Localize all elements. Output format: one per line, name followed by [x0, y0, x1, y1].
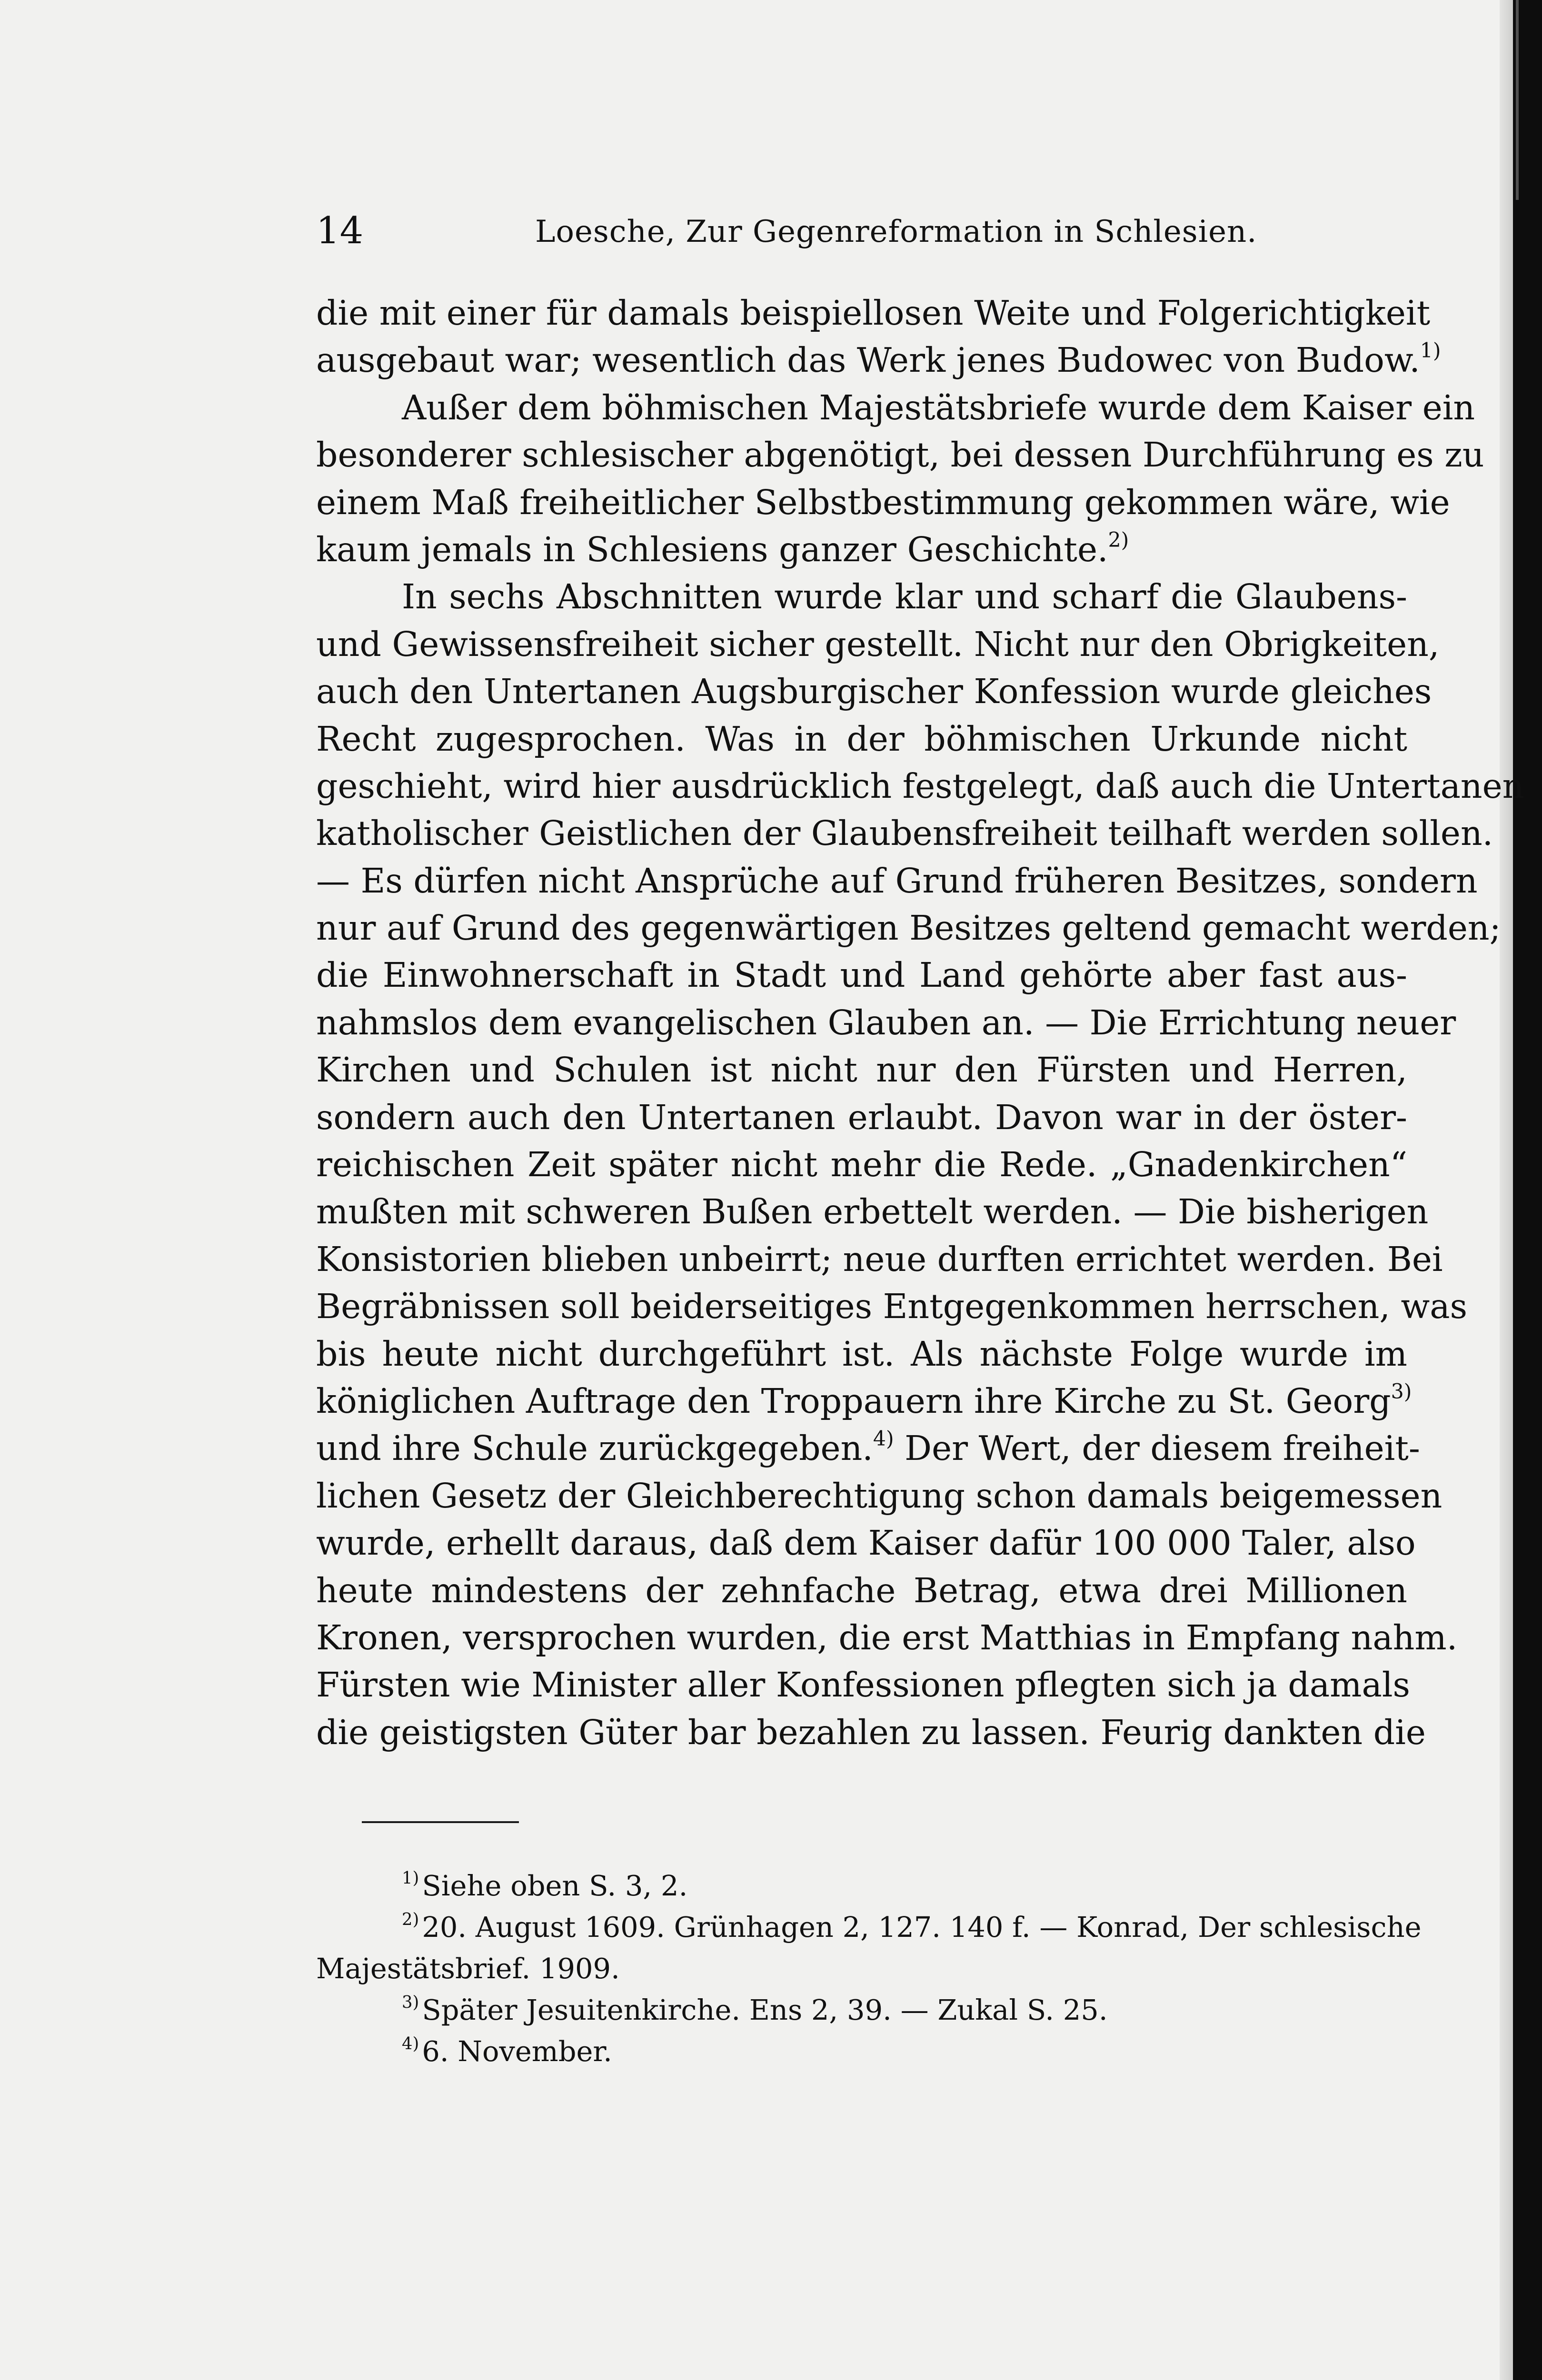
footnote-ref[interactable]: 2) — [1108, 528, 1129, 553]
text-line: Recht zugesprochen. Was in der böhmischen Urkunde nicht — [316, 719, 1407, 759]
text-line: — Es dürfen nicht Ansprüche auf Grund früheren Besitzes, sondern — [316, 861, 1478, 901]
text-line: die Einwohnerschaft in Stadt und Land gehörte aber fast aus- — [316, 955, 1407, 995]
page-header — [316, 209, 1407, 252]
text-line: geschieht, wird hier ausdrücklich festgelegt, daß auch die Untertanen — [316, 766, 1524, 806]
footnote-1: $^{1)}$ Siehe oben S. 3, 2. — [402, 1868, 688, 1902]
footnote-2: $^{2)}$ 20. August 1609. Grünhagen 2, 127. 140 f. — Konrad, Der schlesische — [402, 1910, 1422, 1944]
text-line: reichischen Zeit später nicht mehr die Rede. „Gnadenkirchen“ — [316, 1145, 1407, 1185]
text-line: nur auf Grund des gegenwärtigen Besitzes geltend gemacht werden; — [316, 908, 1501, 948]
text-line: und ihre Schule zurückgegeben.$^{4)}$ Der Wert, der diesem freiheit- — [316, 1427, 1420, 1468]
text-line: Begräbnissen soll beiderseitiges Entgegenkommen herrschen, was — [316, 1287, 1468, 1327]
footnotes — [316, 1865, 1422, 2072]
text-line: königlichen Auftrage den Troppauern ihre Kirche zu St. Georg$^{3)}$ — [316, 1380, 1412, 1421]
footnote-mark: 4) — [402, 2034, 419, 2054]
text-line: mußten mit schweren Bußen erbettelt werden. — Die bisherigen — [316, 1192, 1429, 1232]
text-line: besonderer schlesischer abgenötigt, bei dessen Durchführung es zu — [316, 435, 1484, 475]
text-line: bis heute nicht durchgeführt ist. Als nächste Folge wurde im — [316, 1334, 1407, 1374]
text-line: kaum jemals in Schlesiens ganzer Geschichte.$^{2)}$ — [316, 528, 1129, 569]
text-line: ausgebaut war; wesentlich das Werk jenes Budowec von Budow.$^{1)}$ — [316, 339, 1441, 380]
text-line: nahmslos dem evangelischen Glauben an. — Die Errichtung neuer — [316, 1002, 1456, 1042]
text-line: wurde, erhellt daraus, daß dem Kaiser dafür 100 000 Taler, also — [316, 1523, 1416, 1563]
running-title: Loesche, Zur Gegenreformation in Schlesien. — [535, 214, 1257, 249]
footnote-mark: 2) — [402, 1910, 419, 1930]
text-line: sondern auch den Untertanen erlaubt. Davon war in der öster- — [316, 1097, 1407, 1137]
text-line: heute mindestens der zehnfache Betrag, etwa drei Millionen — [316, 1570, 1407, 1610]
paper-edge-shadow — [1500, 0, 1513, 2380]
text-line: auch den Untertanen Augsburgischer Konfession wurde gleiches — [316, 672, 1432, 712]
text-line: die mit einer für damals beispiellosen Weite und Folgerichtigkeit — [316, 293, 1431, 333]
text-line: Außer dem böhmischen Majestätsbriefe wurde dem Kaiser ein — [402, 387, 1475, 427]
text-line: In sechs Abschnitten wurde klar und scharf die Glaubens- — [402, 577, 1407, 617]
footnote-ref[interactable]: 1) — [1420, 339, 1441, 363]
text-line: und Gewissensfreiheit sicher gestellt. Nicht nur den Obrigkeiten, — [316, 624, 1440, 664]
text-line: lichen Gesetz der Gleichberechtigung schon damals beigemessen — [316, 1476, 1443, 1516]
body-text — [316, 289, 1524, 1756]
footnote-3: $^{3)}$ Später Jesuitenkirche. Ens 2, 39. — Zukal S. 25. — [402, 1993, 1108, 2026]
text-line: Fürsten wie Minister aller Konfessionen pflegten sich ja damals — [316, 1665, 1410, 1705]
footnote-mark: 1) — [402, 1868, 419, 1888]
text-line: Konsistorien blieben unbeirrt; neue durften errichtet werden. Bei — [316, 1239, 1443, 1279]
footnote-ref[interactable]: 4) — [873, 1427, 894, 1451]
text-line: Kirchen und Schulen ist nicht nur den Fürsten und Herren, — [316, 1050, 1407, 1090]
text-line: die geistigsten Güter bar bezahlen zu lassen. Feurig dankten die — [316, 1712, 1426, 1752]
footnote-divider — [362, 1821, 519, 1823]
footnote-4: $^{4)}$ 6. November. — [402, 2034, 612, 2068]
text-line: katholischer Geistlichen der Glaubensfreiheit teilhaft werden sollen. — [316, 813, 1493, 853]
footnote-ref[interactable]: 3) — [1391, 1380, 1412, 1404]
text-line: Kronen, versprochen wurden, die erst Matthias in Empfang nahm. — [316, 1617, 1458, 1657]
footnote-2-continued: Majestätsbrief. 1909. — [316, 1952, 620, 1985]
text-line: einem Maß freiheitlicher Selbstbestimmung gekommen wäre, wie — [316, 482, 1450, 522]
binding-highlight — [1516, 0, 1519, 200]
binding-edge — [1513, 0, 1542, 2380]
footnote-mark: 3) — [402, 1993, 419, 2013]
page-number: 14 — [316, 209, 364, 252]
